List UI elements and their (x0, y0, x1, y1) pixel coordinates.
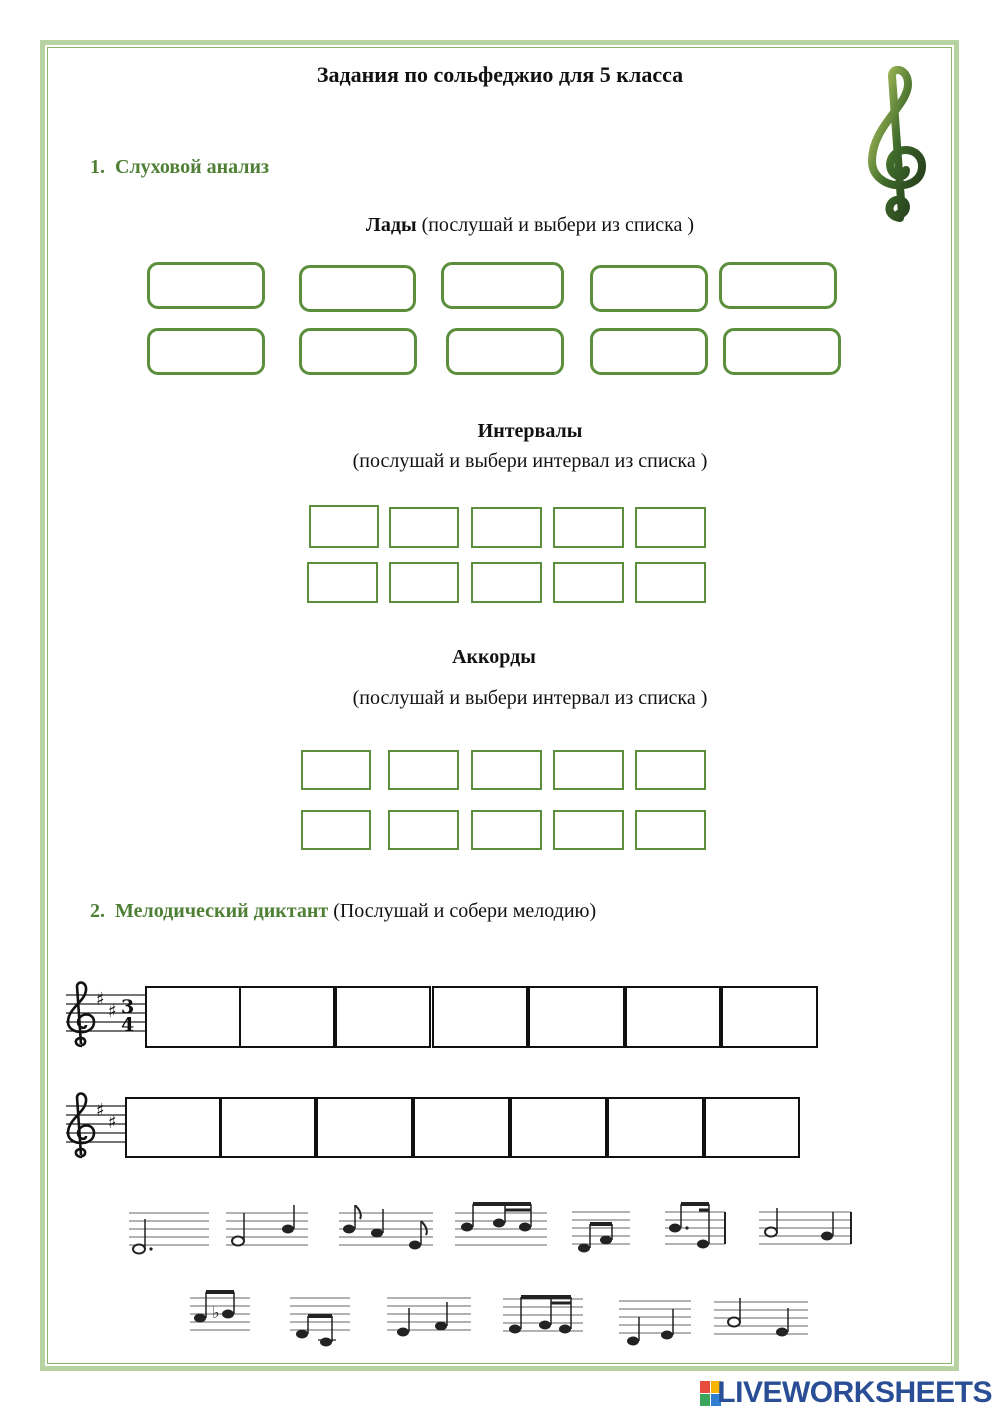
note-fragment-eighth-b-flat[interactable] (188, 1284, 252, 1336)
melody-measure-box[interactable] (721, 986, 818, 1048)
note-fragment-half-quarter-3[interactable] (712, 1294, 810, 1346)
melody-measure-box[interactable] (528, 986, 625, 1048)
flat-icon: ♭ (212, 1303, 220, 1322)
note-fragment-two-eighths-low[interactable] (570, 1204, 632, 1256)
time-sig-bottom: 4 (121, 1014, 135, 1036)
interval-answer-box[interactable] (471, 507, 542, 548)
section-1-heading: 1. Слуховой анализ (90, 156, 270, 178)
sharp-icon: ♯ (108, 1112, 117, 1133)
chords-heading: Аккорды (452, 646, 536, 668)
chord-answer-box[interactable] (553, 810, 624, 850)
intervals-heading: Интервалы (477, 420, 583, 442)
chord-answer-box[interactable] (301, 810, 371, 850)
lady-answer-box[interactable] (723, 328, 841, 375)
note-fragment-two-quarters-low[interactable] (617, 1295, 693, 1351)
interval-answer-box[interactable] (471, 562, 542, 603)
sharp-icon: ♯ (96, 1100, 105, 1121)
treble-clef-icon (862, 66, 932, 222)
lady-answer-box[interactable] (147, 262, 265, 309)
melody-measure-box[interactable] (335, 986, 431, 1048)
staff-clef-key-time-1 (62, 980, 148, 1056)
melody-measure-box[interactable] (220, 1097, 316, 1158)
sharp-icon: ♯ (96, 989, 105, 1010)
lady-hint: (послушай и выбери из списка ) (421, 214, 695, 236)
note-fragment-two-quarters[interactable] (385, 1290, 473, 1342)
melody-measure-box[interactable] (125, 1097, 221, 1158)
chord-answer-box[interactable] (471, 810, 542, 850)
interval-answer-box[interactable] (389, 507, 459, 548)
note-fragment-half-quarter-2[interactable] (757, 1204, 853, 1252)
note-fragment-eighth-sixteenths-2[interactable] (501, 1289, 585, 1341)
sharp-icon: ♯ (108, 1001, 117, 1022)
section-2-heading: 2. Мелодический диктант (Послушай и собери мелодию) (90, 900, 597, 922)
melody-measure-box[interactable] (607, 1097, 704, 1158)
melody-measure-box[interactable] (704, 1097, 800, 1158)
chord-answer-box[interactable] (635, 810, 706, 850)
interval-answer-box[interactable] (635, 507, 706, 548)
lady-heading-line (0, 214, 1000, 237)
lady-answer-box[interactable] (590, 265, 708, 312)
note-fragment-eighth-sixteenths[interactable] (453, 1198, 549, 1250)
intervals-hint: (послушай и выбери интервал из списка ) (352, 450, 708, 472)
lady-answer-box[interactable] (299, 328, 417, 375)
note-fragment-half-quarter[interactable] (222, 1205, 310, 1257)
note-fragment-two-eighths-ledger[interactable] (288, 1292, 352, 1350)
interval-answer-box[interactable] (553, 507, 624, 548)
melody-measure-box[interactable] (413, 1097, 510, 1158)
note-fragment-dotted-half[interactable] (125, 1205, 211, 1257)
melody-measure-box[interactable] (510, 1097, 607, 1158)
chord-answer-box[interactable] (301, 750, 371, 790)
treble-clef-icon (68, 983, 94, 1046)
staff-clef-key-2 (62, 1091, 128, 1167)
melody-measure-box[interactable] (432, 986, 528, 1048)
lady-answer-box[interactable] (441, 262, 564, 309)
interval-answer-box[interactable] (309, 505, 379, 548)
lady-answer-box[interactable] (147, 328, 265, 375)
lady-answer-box[interactable] (719, 262, 837, 309)
page-title: Задания по сольфеджио для 5 класса (316, 62, 684, 87)
section-2-hint: (Послушай и собери мелодию) (333, 900, 597, 922)
chord-answer-box[interactable] (553, 750, 624, 790)
interval-answer-box[interactable] (635, 562, 706, 603)
melody-measure-box[interactable] (625, 986, 721, 1048)
chord-answer-box[interactable] (388, 750, 459, 790)
liveworksheets-brand[interactable]: LIVEWORKSHEETS (717, 1376, 992, 1409)
time-sig-top: 3 (121, 996, 135, 1018)
melody-measure-box[interactable] (239, 986, 335, 1048)
lady-heading: Лады (365, 214, 417, 236)
melody-measure-box[interactable] (316, 1097, 413, 1158)
interval-answer-box[interactable] (307, 562, 378, 603)
chord-answer-box[interactable] (388, 810, 459, 850)
note-fragment-eighth-quarter-eighth[interactable] (335, 1205, 435, 1257)
chords-hint: (послушай и выбери интервал из списка ) (352, 687, 708, 709)
chord-answer-box[interactable] (635, 750, 706, 790)
note-fragment-dotted-eighth-sixteenth[interactable] (663, 1198, 727, 1254)
interval-answer-box[interactable] (553, 562, 624, 603)
lady-answer-box[interactable] (446, 328, 564, 375)
interval-answer-box[interactable] (389, 562, 459, 603)
melody-measure-box[interactable] (145, 986, 241, 1048)
treble-clef-icon (68, 1094, 94, 1157)
chord-answer-box[interactable] (471, 750, 542, 790)
lady-answer-box[interactable] (590, 328, 708, 375)
lady-answer-box[interactable] (299, 265, 416, 312)
